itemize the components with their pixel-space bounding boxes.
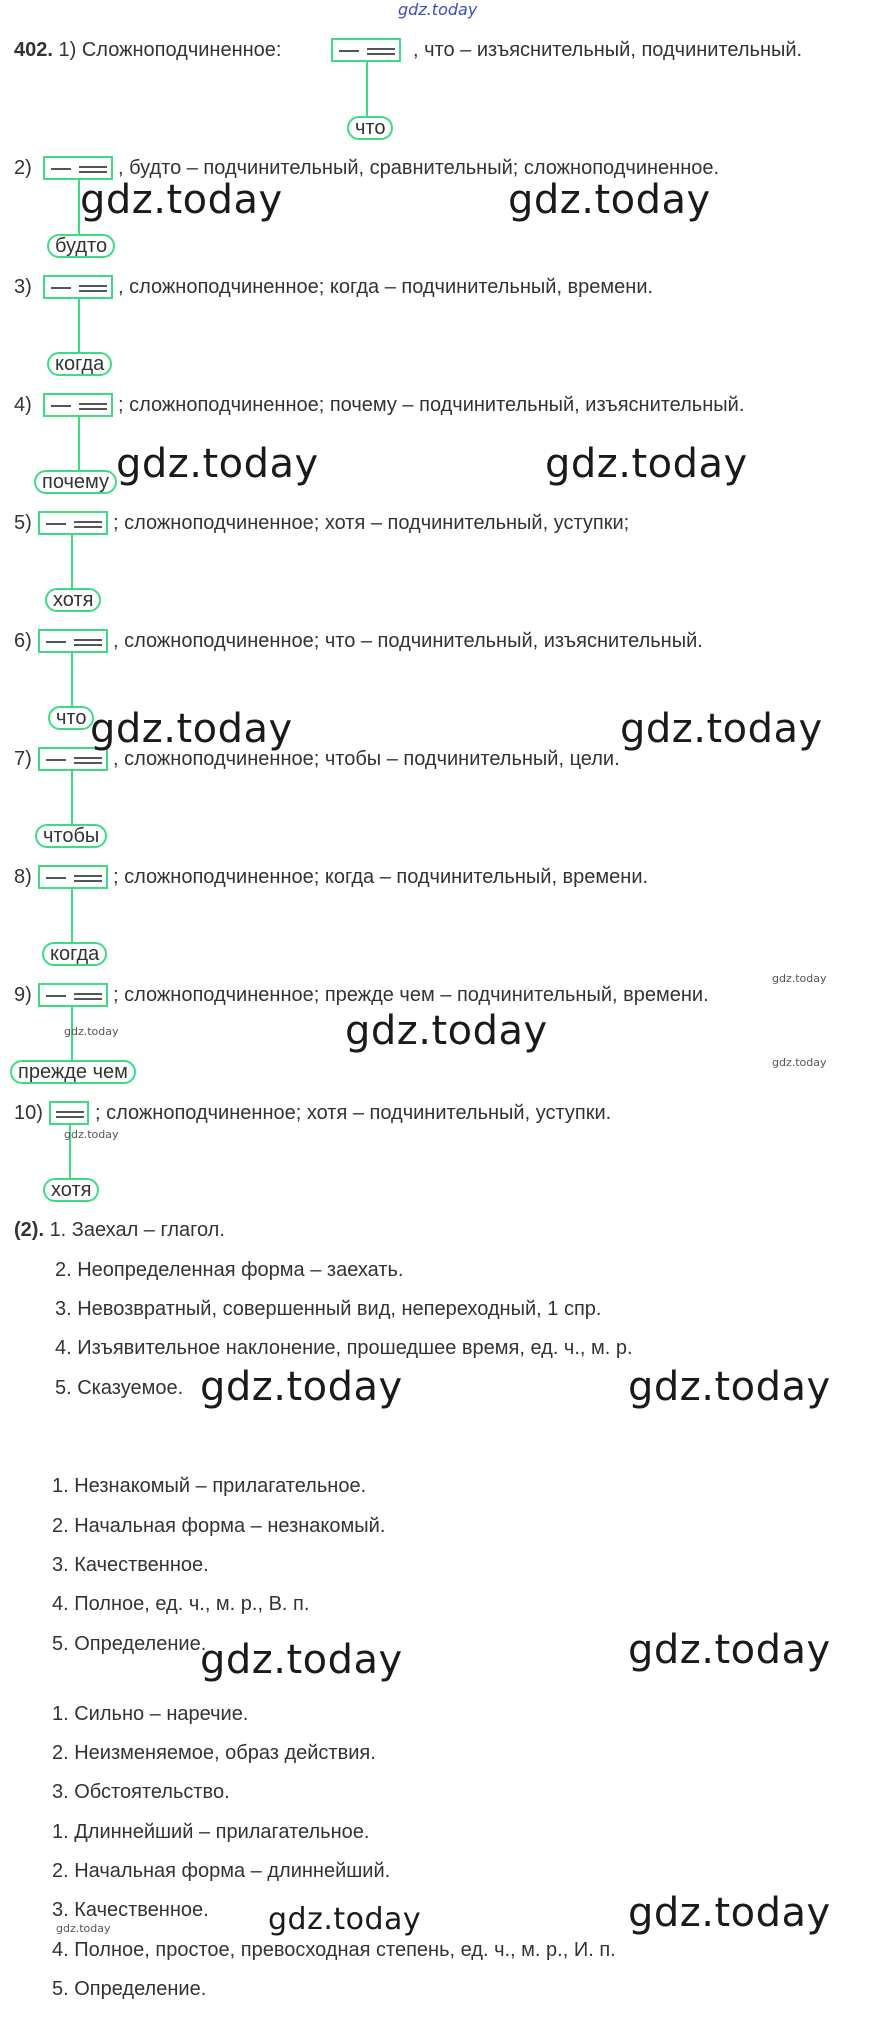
sentence-scheme-box bbox=[49, 1101, 89, 1125]
part2-line: 5. Определение. bbox=[52, 1978, 207, 2000]
watermark-small: gdz.today bbox=[64, 1025, 119, 1038]
exercise-number: 402. bbox=[14, 39, 53, 61]
conjunction-pill: будто bbox=[47, 234, 115, 258]
watermark: gdz.today bbox=[628, 1890, 831, 1936]
item-num: 8) bbox=[14, 866, 32, 888]
item-num: 7) bbox=[14, 748, 32, 770]
watermark: gdz.today bbox=[545, 441, 748, 487]
part2-line: 3. Обстоятельство. bbox=[52, 1781, 230, 1803]
part2-line: 2. Начальная форма – незнакомый. bbox=[52, 1515, 386, 1537]
conjunction-pill: хотя bbox=[45, 588, 101, 612]
part2-line: 1. Длиннейший – прилагательное. bbox=[52, 1821, 370, 1843]
sentence-scheme-box bbox=[43, 393, 113, 417]
part2-line: 4. Полное, ед. ч., м. р., В. п. bbox=[52, 1593, 310, 1615]
conjunction-pill: почему bbox=[34, 470, 117, 494]
watermark: gdz.today bbox=[628, 1364, 831, 1410]
item-3-text: , сложноподчиненное; когда – подчинительный, времени. bbox=[118, 276, 654, 298]
item-num: 5) bbox=[14, 512, 32, 534]
item-8-text: ; сложноподчиненное; когда – подчинительный, времени. bbox=[113, 866, 649, 888]
part2-block1-line1 bbox=[14, 1218, 225, 1242]
sentence-scheme-box bbox=[38, 865, 108, 889]
watermark: gdz.today bbox=[620, 706, 823, 752]
item-1-row bbox=[14, 38, 281, 62]
sentence-scheme-box bbox=[43, 275, 113, 299]
item-10-text: ; сложноподчиненное; хотя – подчинительный, уступки. bbox=[95, 1102, 612, 1124]
item-5-text: ; сложноподчиненное; хотя – подчинительный, уступки; bbox=[113, 512, 630, 534]
conjunction-pill: что bbox=[347, 116, 393, 140]
watermark: gdz.today bbox=[116, 441, 319, 487]
part2-line: 3. Качественное. bbox=[52, 1899, 209, 1921]
part2-line: 5. Определение. bbox=[52, 1633, 207, 1655]
sentence-scheme-box bbox=[38, 511, 108, 535]
sentence-scheme-box bbox=[38, 629, 108, 653]
scheme-connector bbox=[71, 889, 73, 942]
watermark: gdz.today bbox=[200, 1364, 403, 1410]
part2-line: 2. Начальная форма – длиннейший. bbox=[52, 1860, 391, 1882]
part2-line: 4. Полное, простое, превосходная степень, ед. ч., м. р., И. п. bbox=[52, 1939, 616, 1961]
item-num: 1) bbox=[58, 39, 77, 61]
watermark: gdz.today bbox=[345, 1008, 548, 1054]
watermark: gdz.today bbox=[200, 1637, 403, 1683]
item-6-text: , сложноподчиненное; что – подчинительный, изъяснительный. bbox=[113, 630, 703, 652]
item-prefix: Сложноподчиненное: bbox=[81, 39, 282, 61]
part2-line: 2. Неизменяемое, образ действия. bbox=[52, 1742, 376, 1764]
sentence-scheme-box bbox=[331, 38, 401, 62]
scheme-connector bbox=[71, 653, 73, 706]
watermark-small: gdz.today bbox=[772, 972, 827, 985]
part2-line: 2. Неопределенная форма – заехать. bbox=[55, 1259, 404, 1281]
conjunction-pill: прежде чем bbox=[10, 1060, 136, 1084]
part2-line: 4. Изъявительное наклонение, прошедшее время, ед. ч., м. р. bbox=[55, 1337, 633, 1359]
watermark-small: gdz.today bbox=[772, 1056, 827, 1069]
sentence-scheme-box bbox=[38, 983, 108, 1007]
part2-line: 3. Качественное. bbox=[52, 1554, 209, 1576]
part2-label: (2). bbox=[14, 1219, 44, 1241]
scheme-connector bbox=[78, 299, 80, 352]
part2-line: 1. Незнакомый – прилагательное. bbox=[52, 1475, 367, 1497]
item-num: 10) bbox=[14, 1102, 43, 1124]
conjunction-pill: когда bbox=[47, 352, 112, 376]
watermark: gdz.today bbox=[508, 177, 711, 223]
part2-line: 1. Сильно – наречие. bbox=[52, 1703, 249, 1725]
watermark: gdz.today bbox=[628, 1627, 831, 1673]
item-1-text: , что – изъяснительный, подчинительный. bbox=[413, 39, 803, 61]
scheme-connector bbox=[71, 771, 73, 824]
item-4-text: ; сложноподчиненное; почему – подчинительный, изъяснительный. bbox=[118, 394, 745, 416]
conjunction-pill: когда bbox=[42, 942, 107, 966]
watermark: gdz.today bbox=[268, 1902, 422, 1937]
item-num: 9) bbox=[14, 984, 32, 1006]
conjunction-pill: хотя bbox=[43, 1178, 99, 1202]
part2-line: 5. Сказуемое. bbox=[55, 1377, 184, 1399]
watermark-top: gdz.today bbox=[398, 0, 478, 19]
item-2-text: , будто – подчинительный, сравнительный; сложноподчиненное. bbox=[118, 157, 720, 179]
conjunction-pill: чтобы bbox=[35, 824, 107, 848]
item-9-text: ; сложноподчиненное; прежде чем – подчинительный, времени. bbox=[113, 984, 709, 1006]
scheme-connector bbox=[366, 62, 368, 116]
scheme-connector bbox=[71, 535, 73, 588]
item-num: 3) bbox=[14, 276, 32, 298]
item-num: 6) bbox=[14, 630, 32, 652]
watermark: gdz.today bbox=[90, 706, 293, 752]
part2-line: 3. Невозвратный, совершенный вид, непереходный, 1 спр. bbox=[55, 1298, 602, 1320]
item-num: 4) bbox=[14, 394, 32, 416]
watermark-small: gdz.today bbox=[64, 1128, 119, 1141]
part2-line: 1. Заехал – глагол. bbox=[49, 1219, 225, 1241]
watermark-small: gdz.today bbox=[56, 1922, 111, 1935]
scheme-connector bbox=[78, 417, 80, 470]
item-num: 2) bbox=[14, 157, 32, 179]
watermark: gdz.today bbox=[80, 177, 283, 223]
item-7-text: , сложноподчиненное; чтобы – подчинительный, цели. bbox=[113, 748, 620, 770]
conjunction-pill: что bbox=[48, 706, 94, 730]
